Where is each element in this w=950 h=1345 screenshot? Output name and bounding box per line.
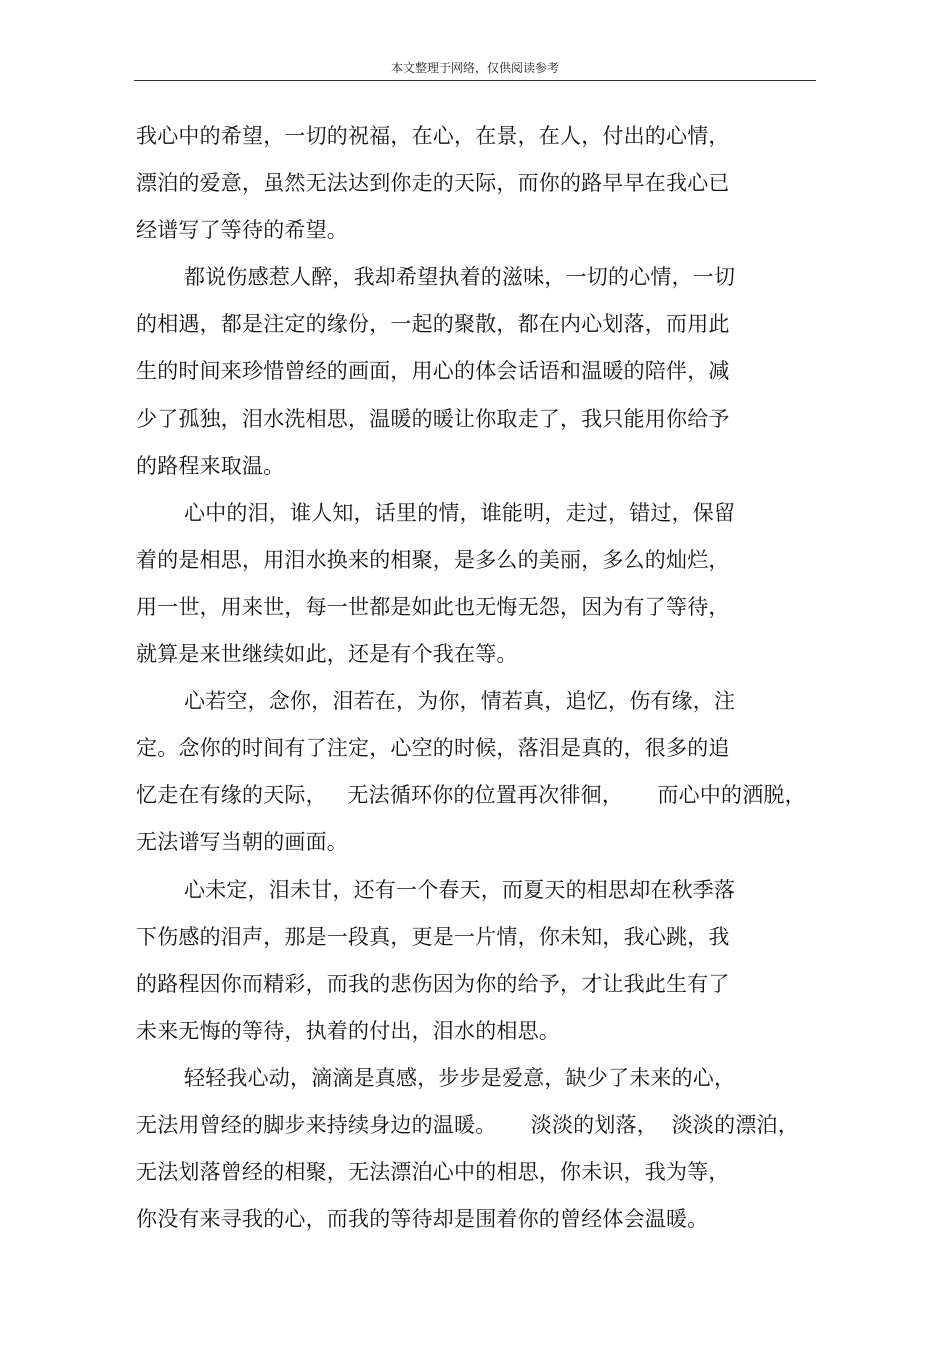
- text-line: 无法划落曾经的相聚，无法漂泊心中的相思，你未识，我为等，: [136, 1160, 730, 1185]
- text-line: 无法谱写当朝的画面。: [136, 830, 348, 855]
- text-line: 你没有来寻我的心，而我的等待却是围着你的曾经体会温暖。: [136, 1207, 709, 1232]
- text-line: 就算是来世继续如此，还是有个我在等。: [136, 642, 518, 667]
- paragraph-first-line: 心未定，泪未甘，还有一个春天，而夏天的相思却在秋季落: [184, 877, 736, 902]
- text-line: 我心中的希望，一切的祝福，在心，在景，在人，付出的心情，: [136, 124, 730, 148]
- text-line: 未来无悔的等待，执着的付出，泪水的相思。: [136, 1018, 560, 1043]
- text-line: 忆走在有缘的天际， 无法循环你的位置再次徘徊， 而心中的洒脱，: [136, 783, 806, 808]
- text-line: 着的是相思，用泪水换来的相聚，是多么的美丽，多么的灿烂，: [136, 547, 730, 572]
- text-line: 的路程因你而精彩，而我的悲伤因为你的给予，才让我此生有了: [136, 971, 730, 996]
- text-line: 少了孤独，泪水洗相思，温暖的暖让你取走了，我只能用你给予: [136, 406, 730, 431]
- text-line: 的路程来取温。: [136, 453, 285, 478]
- text-line: 用一世，用来世，每一世都是如此也无悔无怨，因为有了等待，: [136, 594, 730, 619]
- page-header: 本文整理于网络，仅供阅读参考: [390, 61, 559, 75]
- text-line: 的相遇，都是注定的缘份，一起的聚散，都在内心划落，而用此: [136, 312, 730, 337]
- text-line: 下伤感的泪声，那是一段真，更是一片情，你未知，我心跳，我: [136, 924, 730, 949]
- text-line: 生的时间来珍惜曾经的画面，用心的体会话语和温暖的陪伴，减: [136, 359, 730, 384]
- paragraph-first-line: 轻轻我心动，滴滴是真感，步步是爱意，缺少了未来的心，: [184, 1065, 736, 1090]
- text-line: 无法用曾经的脚步来持续身边的温暖。 淡淡的划落， 淡淡的漂泊，: [136, 1112, 799, 1137]
- text-line: 漂泊的爱意，虽然无法达到你走的天际，而你的路早早在我心已: [136, 171, 730, 196]
- text-line: 经谱写了等待的希望。: [136, 218, 348, 243]
- paragraph-first-line: 心中的泪，谁人知，话里的情，谁能明，走过，错过，保留: [184, 500, 736, 525]
- paragraph-first-line: 心若空，念你，泪若在，为你，情若真，追忆，伤有缘，注: [184, 689, 736, 714]
- document-body: [136, 113, 806, 1243]
- text-line: 定。念你的时间有了注定，心空的时候，落泪是真的，很多的追: [136, 736, 730, 761]
- header-divider: [134, 80, 816, 81]
- paragraph-first-line: 都说伤感惹人醉，我却希望执着的滋味，一切的心情，一切: [184, 265, 736, 290]
